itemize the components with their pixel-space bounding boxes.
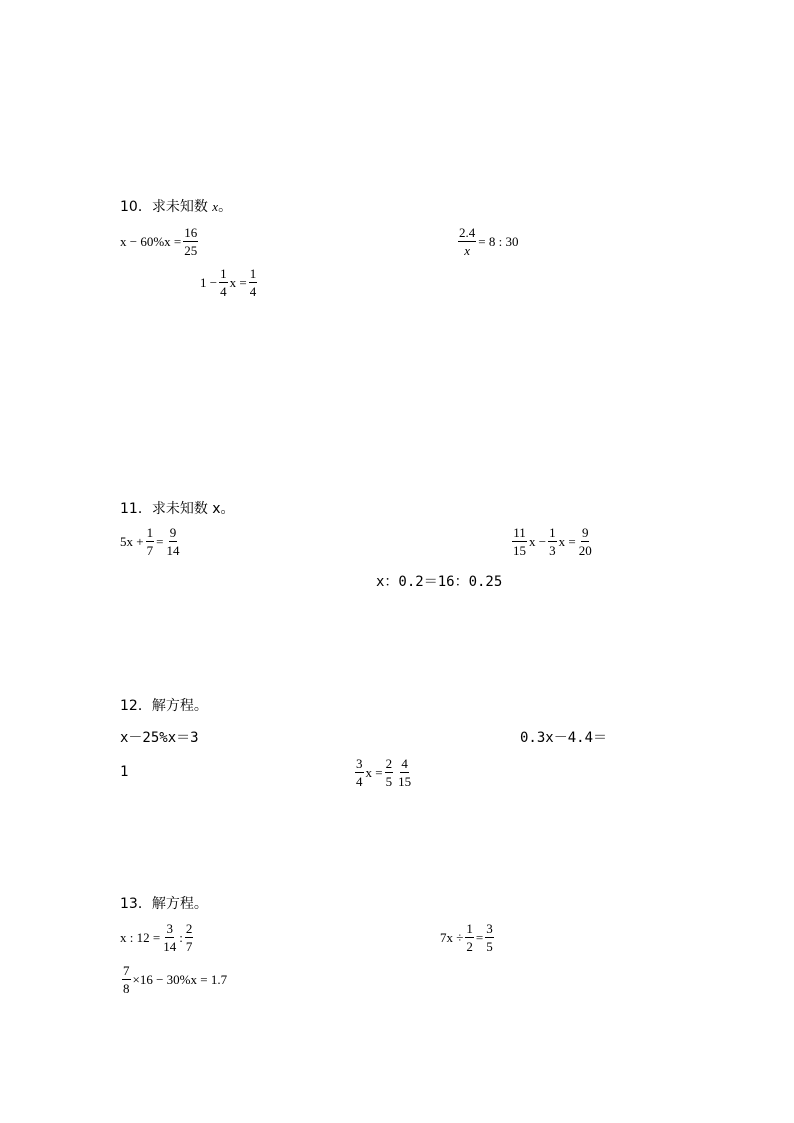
q11-eq2-fraction-3 <box>578 526 593 557</box>
q11-eq2-mid-2: x = <box>558 533 576 549</box>
q12-equation-3-prefix: 1 <box>120 764 129 780</box>
q12-eq4-fraction-2 <box>385 757 394 788</box>
q12-eq4-fraction-3 <box>397 757 412 788</box>
numerator: 16 <box>184 225 198 240</box>
q12-eq4-mid: x = <box>365 764 383 780</box>
q12-equation-2: 0.3x－4.4＝ <box>520 730 608 746</box>
numerator: 2 <box>185 921 193 936</box>
q10-eq1-lhs: x − 60%x = <box>120 233 182 249</box>
q12-eq4-fraction-1 <box>355 757 364 788</box>
q11-eq1-fraction-1 <box>146 526 155 557</box>
denominator: 2 <box>466 939 473 954</box>
q11-eq1-lhs: 5x + <box>120 533 144 549</box>
denominator: 14 <box>166 543 180 558</box>
q10-eq1-fraction <box>183 226 198 257</box>
q10-title <box>120 196 232 216</box>
q13-eq2-equals: = <box>475 929 484 945</box>
q13-eq1-fraction-1 <box>162 922 177 953</box>
q11-eq2-fraction-1 <box>512 526 527 557</box>
numerator: 2 <box>385 756 393 771</box>
q10-title-end: 。 <box>218 199 233 215</box>
numerator: 1 <box>549 525 556 540</box>
q11-equation-3: x：0.2＝16：0.25 <box>376 574 503 590</box>
denominator: 3 <box>549 543 556 558</box>
denominator: 5 <box>486 939 493 954</box>
numerator: 3 <box>486 921 493 936</box>
q13-title: 13．解方程。 <box>120 896 208 912</box>
denominator: 15 <box>513 543 526 558</box>
q13-eq2-lhs: 7x ÷ <box>440 929 464 945</box>
q11-eq1-fraction-2 <box>165 526 180 557</box>
q11-eq1-equals: = <box>156 533 164 549</box>
numerator: 7 <box>123 963 130 978</box>
numerator: 9 <box>581 525 589 540</box>
denominator: 20 <box>578 543 592 558</box>
q10-eq3-pre: 1 − <box>200 274 218 290</box>
q10-equation-2 <box>456 226 518 257</box>
numerator: 11 <box>513 525 526 540</box>
q13-eq2-fraction-2 <box>485 922 494 953</box>
q10-equation-1 <box>120 226 200 257</box>
denominator: 4 <box>249 284 257 299</box>
q13-eq1-lhs: x : 12 = <box>120 929 161 945</box>
q13-eq2-fraction-1 <box>465 922 474 953</box>
q13-eq1-fraction-2 <box>185 922 194 953</box>
numerator: 1 <box>249 266 257 281</box>
denominator: 7 <box>146 543 154 558</box>
denominator: 7 <box>185 939 193 954</box>
q13-eq3-fraction <box>122 964 131 995</box>
denominator: 8 <box>123 981 130 996</box>
numerator: 4 <box>401 756 408 771</box>
q10-title-text: 10．求未知数 <box>120 199 208 215</box>
q12-title: 12．解方程。 <box>120 698 208 714</box>
q13-eq3-rest: ×16 − 30%x = 1.7 <box>132 971 228 987</box>
numerator: 3 <box>166 921 173 936</box>
q13-eq1-separator: : <box>179 929 183 945</box>
q11-eq2-fraction-2 <box>548 526 557 557</box>
denominator: x <box>464 243 471 258</box>
q10-eq3-mid: x = <box>229 274 247 290</box>
q11-equation-2 <box>510 526 595 557</box>
q11-eq2-mid-1: x − <box>529 533 547 549</box>
numerator: 2.4 <box>459 225 476 240</box>
denominator: 4 <box>356 774 363 789</box>
denominator: 5 <box>385 774 393 789</box>
numerator: 1 <box>220 266 227 281</box>
q13-equation-2 <box>440 922 496 953</box>
q10-eq3-fraction-2 <box>249 267 258 298</box>
q13-equation-3 <box>120 964 227 995</box>
q12-equation-1: x－25%x＝3 <box>120 730 199 746</box>
numerator: 3 <box>356 756 363 771</box>
denominator: 4 <box>220 284 227 299</box>
q10-eq2-fraction <box>458 226 476 257</box>
q10-variable: x <box>212 199 219 214</box>
numerator: 9 <box>169 525 177 540</box>
q11-equation-1 <box>120 526 182 557</box>
q12-equation-4 <box>353 757 414 788</box>
denominator: 15 <box>398 774 412 789</box>
q10-equation-3 <box>200 267 259 298</box>
denominator: 25 <box>184 243 198 258</box>
q10-eq2-rhs: = 8 : 30 <box>478 233 519 249</box>
denominator: 14 <box>163 939 177 954</box>
q13-equation-1 <box>120 922 195 953</box>
numerator: 1 <box>146 525 154 540</box>
q11-title: 11．求未知数 x。 <box>120 501 235 517</box>
q10-eq3-fraction-1 <box>219 267 228 298</box>
numerator: 1 <box>466 921 473 936</box>
